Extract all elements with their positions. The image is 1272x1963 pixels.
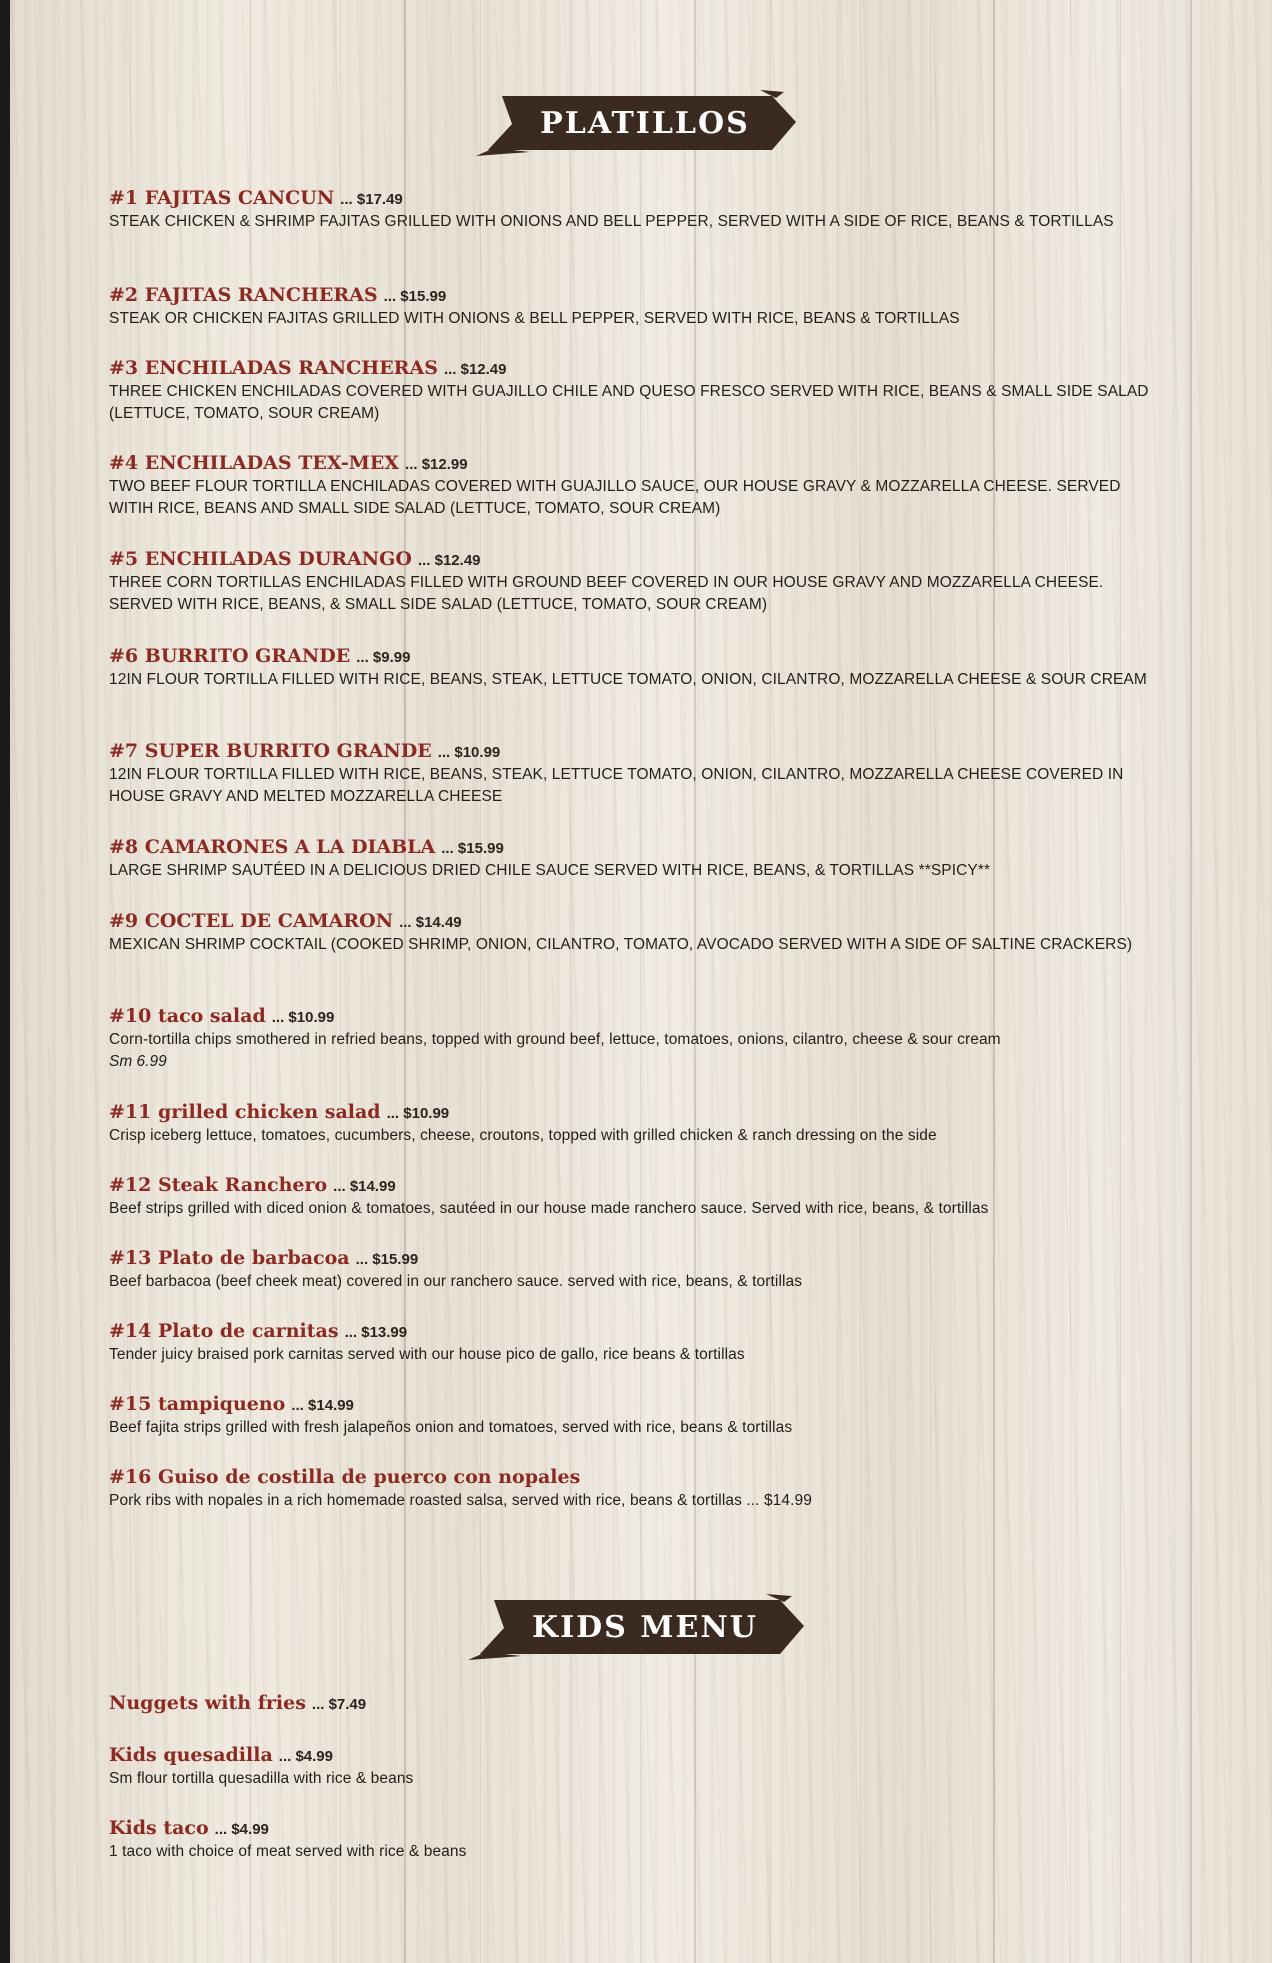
menu-item-header xyxy=(109,1245,1159,1271)
menu-item xyxy=(109,908,1159,956)
menu-item-name: #1 FAJITAS CANCUN xyxy=(109,187,335,209)
menu-item xyxy=(109,643,1159,691)
menu-item-header xyxy=(109,355,1159,381)
menu-item xyxy=(109,355,1159,425)
menu-item-price: ... $12.49 xyxy=(443,361,507,378)
menu-item-header xyxy=(109,1690,1159,1716)
menu-item-header xyxy=(109,1003,1159,1029)
kids-menu-title: KIDS MENU xyxy=(532,1609,758,1645)
menu-page xyxy=(10,0,1272,1963)
menu-item-description: THREE CORN TORTILLAS ENCHILADAS FILLED WITH GROUND BEEF COVERED IN OUR HOUSE GRAVY AND MOZZARELLA CHEESE. SERVED WITH RICE, BEANS, & SMALL SIDE SALAD (LETTUCE, TOMATO, SOUR CREAM) xyxy=(109,574,1104,613)
menu-item xyxy=(109,450,1159,520)
menu-item-price: ... $15.99 xyxy=(383,288,447,305)
menu-item xyxy=(109,1245,1159,1293)
menu-item-price: ... $10.99 xyxy=(386,1105,450,1122)
menu-item-description: MEXICAN SHRIMP COCKTAIL (COOKED SHRIMP, ONION, CILANTRO, TOMATO, AVOCADO SERVED WITH A SIDE OF SALTINE CRACKERS) xyxy=(109,936,1133,953)
menu-item xyxy=(109,1099,1159,1147)
menu-item-price: ... $12.49 xyxy=(417,552,481,569)
menu-item xyxy=(109,1742,1159,1790)
menu-item-name: Kids quesadilla xyxy=(109,1744,273,1766)
menu-item xyxy=(109,1464,1159,1512)
menu-item-header xyxy=(109,450,1159,476)
menu-item-description: Tender juicy braised pork carnitas served with our house pico de gallo, rice beans & tortillas xyxy=(109,1346,745,1363)
menu-item-description: LARGE SHRIMP SAUTÉED IN A DELICIOUS DRIED CHILE SAUCE SERVED WITH RICE, BEANS, & TORTILLAS **SPICY** xyxy=(109,862,991,879)
menu-item-price: ... $4.99 xyxy=(278,1748,333,1765)
menu-item-description: Crisp iceberg lettuce, tomatoes, cucumbers, cheese, croutons, topped with grilled chicken & ranch dressing on the side xyxy=(109,1127,937,1144)
menu-item-name: #16 Guiso de costilla de puerco con nopales xyxy=(109,1466,581,1488)
menu-item-price: ... $10.99 xyxy=(437,744,501,761)
menu-item-header xyxy=(109,1391,1159,1417)
menu-item-header xyxy=(109,1815,1159,1841)
menu-item-description: STEAK CHICKEN & SHRIMP FAJITAS GRILLED WITH ONIONS AND BELL PEPPER, SERVED WITH A SIDE OF RICE, BEANS & TORTILLAS xyxy=(109,213,1114,230)
menu-item-price: ... $15.99 xyxy=(441,840,504,857)
menu-item-description: Beef fajita strips grilled with fresh jalapeños onion and tomatoes, served with rice, beans & tortillas xyxy=(109,1419,793,1436)
menu-item-name: #9 COCTEL DE CAMARON xyxy=(109,910,394,932)
menu-item-description: Sm flour tortilla quesadilla with rice & beans xyxy=(109,1770,414,1787)
menu-item-description: 12IN FLOUR TORTILLA FILLED WITH RICE, BEANS, STEAK, LETTUCE TOMATO, ONION, CILANTRO, MOZZARELLA CHEESE & SOUR CREAM xyxy=(109,671,1147,688)
menu-item-name: #4 ENCHILADAS TEX-MEX xyxy=(109,452,400,474)
menu-item xyxy=(109,185,1159,233)
menu-item-name: #7 SUPER BURRITO GRANDE xyxy=(109,740,432,762)
menu-item-header xyxy=(109,282,1159,308)
menu-item-header xyxy=(109,1742,1159,1768)
menu-item-header xyxy=(109,908,1159,934)
menu-item-price: ... $17.49 xyxy=(340,191,403,208)
menu-item xyxy=(109,1391,1159,1439)
menu-item-name: #13 Plato de barbacoa xyxy=(109,1247,350,1269)
menu-item-header xyxy=(109,1464,1159,1490)
menu-item-price: ... $12.99 xyxy=(405,456,468,473)
menu-item xyxy=(109,738,1159,808)
platillos-title: PLATILLOS xyxy=(540,105,750,141)
menu-item-name: #5 ENCHILADAS DURANGO xyxy=(109,548,412,570)
menu-item-name: #8 CAMARONES A LA DIABLA xyxy=(109,836,436,858)
menu-item-price: ... $4.99 xyxy=(214,1821,269,1838)
menu-item xyxy=(109,834,1159,882)
menu-item-price: ... $15.99 xyxy=(355,1251,419,1268)
menu-item-name: #12 Steak Ranchero xyxy=(109,1174,328,1196)
menu-item-name: #3 ENCHILADAS RANCHERAS xyxy=(109,357,438,379)
menu-item-price: ... $13.99 xyxy=(344,1324,408,1341)
menu-item-header xyxy=(109,738,1159,764)
menu-item-price: ... $14.49 xyxy=(399,914,462,931)
menu-item-name: #10 taco salad xyxy=(109,1005,266,1027)
kids-menu-banner xyxy=(462,1592,808,1662)
menu-item-name: #2 FAJITAS RANCHERAS xyxy=(109,284,378,306)
menu-item-header xyxy=(109,834,1159,860)
menu-item xyxy=(109,546,1159,616)
menu-item-header xyxy=(109,1318,1159,1344)
menu-item-description: Pork ribs with nopales in a rich homemade roasted salsa, served with rice, beans & tortillas ... $14.99 xyxy=(109,1492,812,1509)
menu-item-description: Beef barbacoa (beef cheek meat) covered in our ranchero sauce. served with rice, beans, & tortillas xyxy=(109,1273,803,1290)
menu-item-description: 12IN FLOUR TORTILLA FILLED WITH RICE, BEANS, STEAK, LETTUCE TOMATO, ONION, CILANTRO, MOZZARELLA CHEESE COVERED IN HOUSE GRAVY AND MELTED MOZZARELLA CHEESE xyxy=(109,766,1124,805)
menu-item-description: Corn-tortilla chips smothered in refried beans, topped with ground beef, lettuce, tomatoes, onions, cilantro, cheese & sour cream xyxy=(109,1031,1001,1048)
menu-item-header xyxy=(109,546,1159,572)
menu-item-description: 1 taco with choice of meat served with rice & beans xyxy=(109,1843,467,1860)
menu-item-price: ... $14.99 xyxy=(291,1397,354,1414)
menu-item-name: #14 Plato de carnitas xyxy=(109,1320,339,1342)
menu-item-header xyxy=(109,1099,1159,1125)
menu-item-price: ... $7.49 xyxy=(311,1696,367,1713)
menu-item-header xyxy=(109,643,1159,669)
menu-item xyxy=(109,1003,1159,1073)
menu-item xyxy=(109,1690,1159,1716)
menu-item-price: ... $14.99 xyxy=(333,1178,396,1195)
menu-item-name: #6 BURRITO GRANDE xyxy=(109,645,351,667)
menu-item-description: THREE CHICKEN ENCHILADAS COVERED WITH GUAJILLO CHILE AND QUESO FRESCO SERVED WITH RICE, BEANS & SMALL SIDE SALAD (LETTUCE, TOMATO, SOUR CREAM) xyxy=(109,383,1149,422)
platillos-banner xyxy=(470,88,800,158)
menu-item-description: STEAK OR CHICKEN FAJITAS GRILLED WITH ONIONS & BELL PEPPER, SERVED WITH RICE, BEANS & TORTILLAS xyxy=(109,310,960,327)
menu-item-name: #11 grilled chicken salad xyxy=(109,1101,381,1123)
menu-item-header xyxy=(109,1172,1159,1198)
menu-item-name: Kids taco xyxy=(109,1817,209,1839)
menu-item xyxy=(109,1815,1159,1863)
menu-item-price: ... $10.99 xyxy=(271,1009,335,1026)
menu-item-price: ... $9.99 xyxy=(356,649,411,666)
menu-item-name: Nuggets with fries xyxy=(109,1692,306,1714)
menu-item xyxy=(109,1318,1159,1366)
menu-item-description: Beef strips grilled with diced onion & tomatoes, sautéed in our house made ranchero sauce. Served with rice, beans, & tortillas xyxy=(109,1200,989,1217)
menu-item-note: Sm 6.99 xyxy=(109,1053,167,1070)
menu-item-description: TWO BEEF FLOUR TORTILLA ENCHILADAS COVERED WITH GUAJILLO SAUCE, OUR HOUSE GRAVY & MOZZARELLA CHEESE. SERVED WITIH RICE, BEANS AND SMALL SIDE SALAD (LETTUCE, TOMATO, SOUR CREAM) xyxy=(109,478,1121,517)
menu-item xyxy=(109,282,1159,330)
menu-item-header xyxy=(109,185,1159,211)
menu-item-name: #15 tampiqueno xyxy=(109,1393,286,1415)
menu-item xyxy=(109,1172,1159,1220)
